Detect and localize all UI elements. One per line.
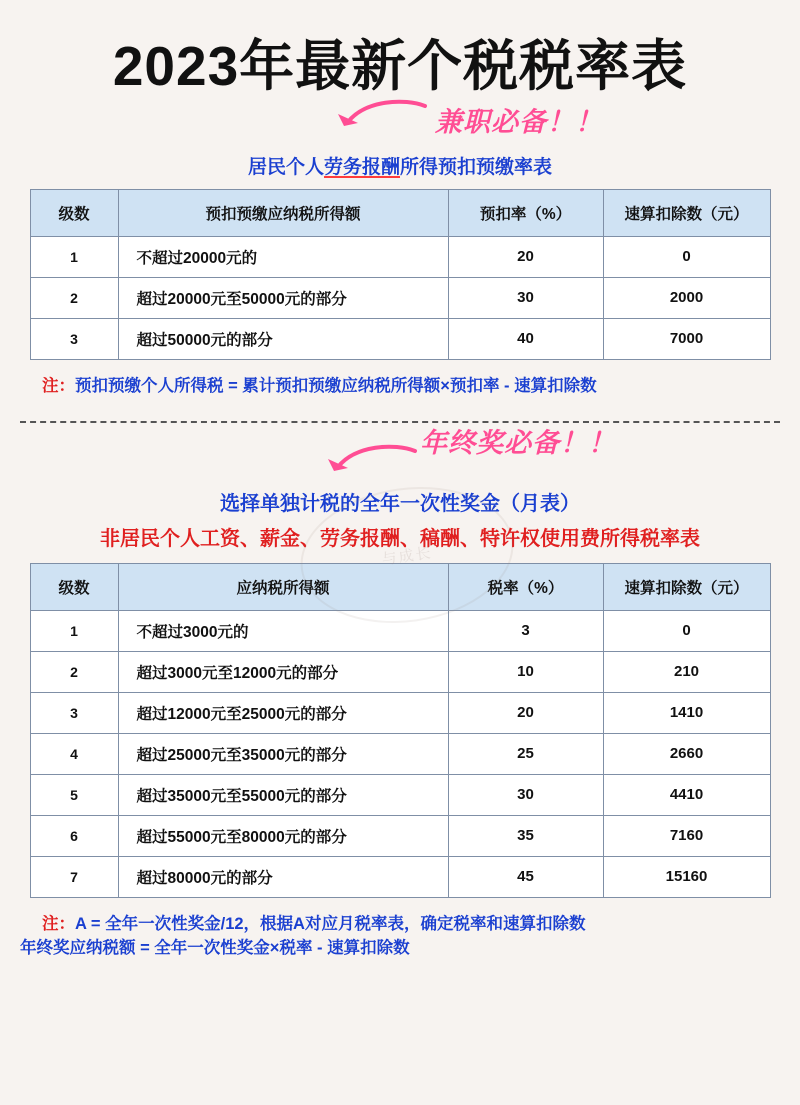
annotation-row-1 — [20, 98, 780, 142]
cell-deduction: 2000 — [603, 277, 770, 318]
section1-heading-suffix: 所得预扣预缴率表 — [400, 156, 553, 178]
cell-level: 7 — [30, 856, 118, 897]
cell-deduction: 15160 — [603, 856, 770, 897]
table-row — [30, 856, 770, 897]
cell-level: 6 — [30, 815, 118, 856]
section2-note-line2: 年终奖应纳税额 = 全年一次性奖金×税率 - 速算扣除数 — [20, 939, 410, 958]
section2-heading-blue: 选择单独计税的全年一次性奖金（月表） — [220, 492, 580, 515]
cell-rate: 25 — [448, 733, 603, 774]
section2-note-label: 注： — [42, 914, 75, 933]
cell-bracket: 超过35000元至55000元的部分 — [118, 774, 448, 815]
cell-bracket: 超过20000元至50000元的部分 — [118, 277, 448, 318]
cell-rate: 35 — [448, 815, 603, 856]
section1-heading-prefix: 居民个人 — [247, 156, 324, 178]
cell-rate: 30 — [448, 774, 603, 815]
table-section2 — [30, 563, 771, 898]
section2-note — [20, 912, 780, 962]
cell-level: 2 — [30, 651, 118, 692]
tax-rate-poster — [0, 35, 800, 1105]
section1-note — [20, 374, 780, 399]
cell-level: 2 — [30, 277, 118, 318]
column-header: 级数 — [30, 563, 118, 610]
section2-note-line1: A = 全年一次性奖金/12，根据A对应月税率表，确定税率和速算扣除数 — [75, 914, 586, 933]
cell-bracket: 超过50000元的部分 — [118, 318, 448, 359]
page-title: 2023年最新个税税率表 — [112, 35, 688, 97]
cell-rate: 30 — [448, 277, 603, 318]
cell-deduction: 210 — [603, 651, 770, 692]
table-header-row — [30, 563, 770, 610]
cell-rate: 3 — [448, 610, 603, 651]
column-header: 应纳税所得额 — [118, 563, 448, 610]
cell-deduction: 0 — [603, 236, 770, 277]
column-header: 速算扣除数（元） — [603, 563, 770, 610]
cell-deduction: 2660 — [603, 733, 770, 774]
table-row — [30, 651, 770, 692]
cell-rate: 20 — [448, 236, 603, 277]
cell-bracket: 超过25000元至35000元的部分 — [118, 733, 448, 774]
cell-deduction: 0 — [603, 610, 770, 651]
section1-note-text: 预扣预缴个人所得税 = 累计预扣预缴应纳税所得额×预扣率 - 速算扣除数 — [75, 376, 597, 395]
cell-level: 3 — [30, 318, 118, 359]
column-header: 税率（%） — [448, 563, 603, 610]
section1-heading-underlined: 劳务报酬 — [323, 156, 400, 178]
cell-deduction: 1410 — [603, 692, 770, 733]
section-divider — [20, 421, 780, 423]
cell-level: 1 — [30, 610, 118, 651]
table-header-row — [30, 189, 770, 236]
cell-deduction: 7160 — [603, 815, 770, 856]
column-header: 预扣预缴应纳税所得额 — [118, 189, 448, 236]
annotation-note-2: 年终奖必备！！ — [420, 427, 616, 458]
cell-level: 4 — [30, 733, 118, 774]
cell-bracket: 不超过3000元的 — [118, 610, 448, 651]
table-row — [30, 610, 770, 651]
curved-arrow-icon — [320, 96, 430, 142]
cell-bracket: 超过80000元的部分 — [118, 856, 448, 897]
annotation-note-1: 兼职必备！！ — [435, 106, 603, 137]
cell-level: 3 — [30, 692, 118, 733]
table-row — [30, 236, 770, 277]
cell-bracket: 超过3000元至12000元的部分 — [118, 651, 448, 692]
cell-rate: 40 — [448, 318, 603, 359]
cell-rate: 20 — [448, 692, 603, 733]
cell-deduction: 7000 — [603, 318, 770, 359]
cell-bracket: 超过12000元至25000元的部分 — [118, 692, 448, 733]
cell-level: 5 — [30, 774, 118, 815]
cell-level: 1 — [30, 236, 118, 277]
cell-bracket: 超过55000元至80000元的部分 — [118, 815, 448, 856]
watermark: 与成长 — [292, 474, 523, 636]
cell-deduction: 4410 — [603, 774, 770, 815]
section1-heading — [20, 152, 780, 179]
column-header: 预扣率（%） — [448, 189, 603, 236]
table-row — [30, 733, 770, 774]
column-header: 级数 — [30, 189, 118, 236]
annotation-row-2 — [20, 429, 780, 479]
table-row — [30, 318, 770, 359]
table-row — [30, 815, 770, 856]
cell-rate: 10 — [448, 651, 603, 692]
section1-note-label: 注： — [42, 376, 75, 395]
table-row — [30, 774, 770, 815]
column-header: 速算扣除数（元） — [603, 189, 770, 236]
table-row — [30, 277, 770, 318]
cell-bracket: 不超过20000元的 — [118, 236, 448, 277]
cell-rate: 45 — [448, 856, 603, 897]
table-row — [30, 692, 770, 733]
table-section1 — [30, 189, 771, 360]
curved-arrow-icon — [310, 441, 420, 487]
section2-heading-red: 非居民个人工资、薪金、劳务报酬、稿酬、特许权使用费所得税率表 — [100, 527, 700, 550]
